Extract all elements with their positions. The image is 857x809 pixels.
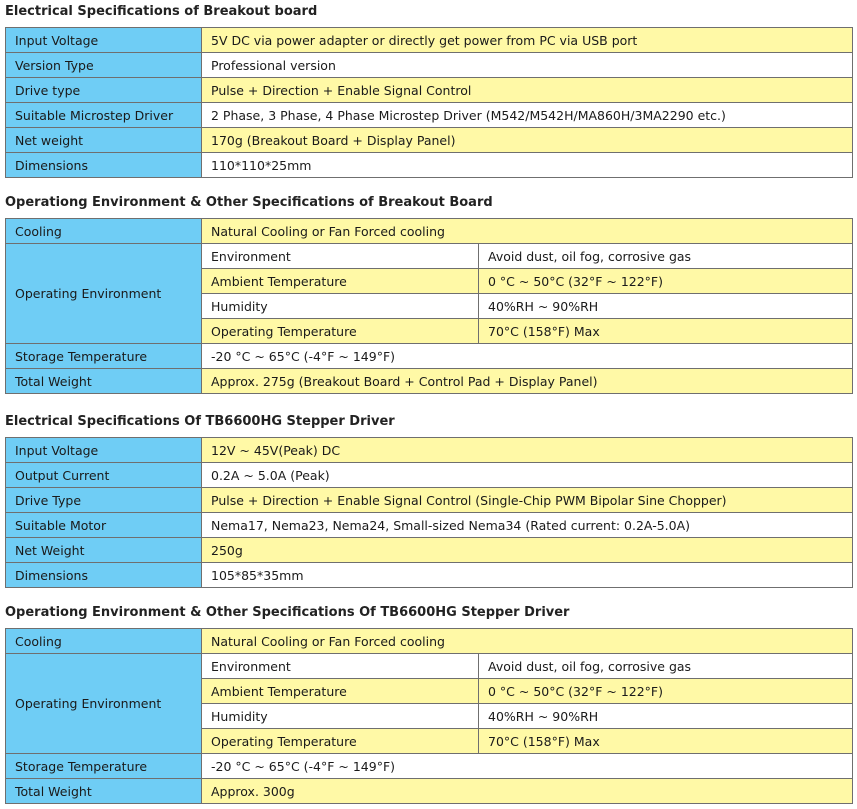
row-value: 105*85*35mm bbox=[202, 563, 853, 588]
row-value: 12V ~ 45V(Peak) DC bbox=[202, 438, 853, 463]
row-value: 250g bbox=[202, 538, 853, 563]
row-label: Total Weight bbox=[6, 369, 202, 394]
row-value: Pulse + Direction + Enable Signal Control (Single-Chip PWM Bipolar Sine Chopper) bbox=[202, 488, 853, 513]
row-value: Approx. 300g bbox=[202, 779, 853, 804]
row-label: Net weight bbox=[6, 128, 202, 153]
env-name: Operating Temperature bbox=[202, 729, 479, 754]
table-row bbox=[6, 153, 853, 178]
env-value: 70°C (158°F) Max bbox=[479, 319, 853, 344]
row-value: 0.2A ~ 5.0A (Peak) bbox=[202, 463, 853, 488]
table-breakout-environment bbox=[5, 218, 853, 394]
env-name: Operating Temperature bbox=[202, 319, 479, 344]
table-row bbox=[6, 629, 853, 654]
table-row bbox=[6, 654, 853, 679]
table-row bbox=[6, 53, 853, 78]
row-label: Cooling bbox=[6, 629, 202, 654]
env-name: Humidity bbox=[202, 704, 479, 729]
row-label: Dimensions bbox=[6, 563, 202, 588]
env-name: Humidity bbox=[202, 294, 479, 319]
env-value: Avoid dust, oil fog, corrosive gas bbox=[479, 244, 853, 269]
section-title-driver-environment: Operationg Environment & Other Specifications Of TB6600HG Stepper Driver bbox=[5, 605, 570, 620]
row-label: Storage Temperature bbox=[6, 344, 202, 369]
table-row bbox=[6, 344, 853, 369]
table-row bbox=[6, 538, 853, 563]
env-name: Ambient Temperature bbox=[202, 679, 479, 704]
row-value: 170g (Breakout Board + Display Panel) bbox=[202, 128, 853, 153]
table-row bbox=[6, 463, 853, 488]
table-driver-environment bbox=[5, 628, 853, 804]
row-label: Input Voltage bbox=[6, 28, 202, 53]
row-label: Input Voltage bbox=[6, 438, 202, 463]
row-label: Net Weight bbox=[6, 538, 202, 563]
row-value: -20 °C ~ 65°C (-4°F ~ 149°F) bbox=[202, 344, 853, 369]
row-label-operating-environment: Operating Environment bbox=[6, 654, 202, 754]
section-title-breakout-electrical: Electrical Specifications of Breakout board bbox=[5, 4, 318, 19]
table-row bbox=[6, 488, 853, 513]
row-label: Output Current bbox=[6, 463, 202, 488]
row-label: Drive Type bbox=[6, 488, 202, 513]
table-row bbox=[6, 369, 853, 394]
row-value: -20 °C ~ 65°C (-4°F ~ 149°F) bbox=[202, 754, 853, 779]
table-row bbox=[6, 438, 853, 463]
row-value: Natural Cooling or Fan Forced cooling bbox=[202, 629, 853, 654]
table-row bbox=[6, 244, 853, 269]
row-label: Storage Temperature bbox=[6, 754, 202, 779]
table-driver-electrical bbox=[5, 437, 853, 588]
env-name: Environment bbox=[202, 244, 479, 269]
table-row bbox=[6, 219, 853, 244]
row-label: Suitable Microstep Driver bbox=[6, 103, 202, 128]
table-breakout-electrical bbox=[5, 27, 853, 178]
env-name: Environment bbox=[202, 654, 479, 679]
row-value: 5V DC via power adapter or directly get power from PC via USB port bbox=[202, 28, 853, 53]
row-label: Total Weight bbox=[6, 779, 202, 804]
table-row bbox=[6, 78, 853, 103]
table-row bbox=[6, 28, 853, 53]
row-value: Natural Cooling or Fan Forced cooling bbox=[202, 219, 853, 244]
row-label-operating-environment: Operating Environment bbox=[6, 244, 202, 344]
table-row bbox=[6, 128, 853, 153]
row-value: Pulse + Direction + Enable Signal Control bbox=[202, 78, 853, 103]
env-value: 40%RH ~ 90%RH bbox=[479, 704, 853, 729]
row-value: Nema17, Nema23, Nema24, Small-sized Nema34 (Rated current: 0.2A-5.0A) bbox=[202, 513, 853, 538]
row-value: Approx. 275g (Breakout Board + Control Pad + Display Panel) bbox=[202, 369, 853, 394]
row-label: Dimensions bbox=[6, 153, 202, 178]
row-label: Drive type bbox=[6, 78, 202, 103]
row-label: Suitable Motor bbox=[6, 513, 202, 538]
row-value: 2 Phase, 3 Phase, 4 Phase Microstep Driver (M542/M542H/MA860H/3MA2290 etc.) bbox=[202, 103, 853, 128]
row-value: 110*110*25mm bbox=[202, 153, 853, 178]
row-label: Version Type bbox=[6, 53, 202, 78]
env-value: 0 °C ~ 50°C (32°F ~ 122°F) bbox=[479, 269, 853, 294]
env-value: 0 °C ~ 50°C (32°F ~ 122°F) bbox=[479, 679, 853, 704]
table-row bbox=[6, 103, 853, 128]
table-row bbox=[6, 754, 853, 779]
table-row bbox=[6, 563, 853, 588]
env-name: Ambient Temperature bbox=[202, 269, 479, 294]
table-row bbox=[6, 513, 853, 538]
row-label: Cooling bbox=[6, 219, 202, 244]
section-title-breakout-environment: Operationg Environment & Other Specifications of Breakout Board bbox=[5, 195, 493, 210]
table-row bbox=[6, 779, 853, 804]
section-title-driver-electrical: Electrical Specifications Of TB6600HG Stepper Driver bbox=[5, 414, 395, 429]
env-value: Avoid dust, oil fog, corrosive gas bbox=[479, 654, 853, 679]
env-value: 70°C (158°F) Max bbox=[479, 729, 853, 754]
row-value: Professional version bbox=[202, 53, 853, 78]
env-value: 40%RH ~ 90%RH bbox=[479, 294, 853, 319]
